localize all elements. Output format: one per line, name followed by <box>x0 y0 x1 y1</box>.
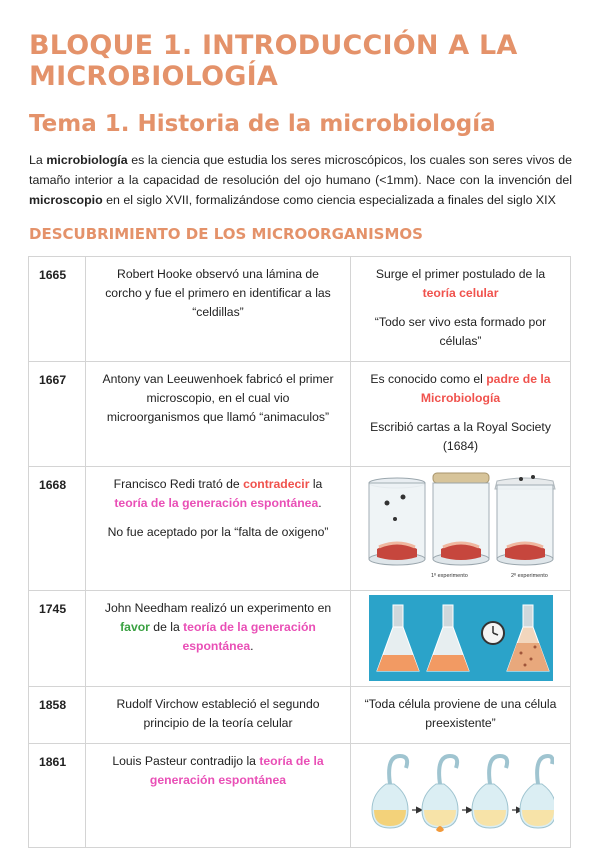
desc-part: John Needham realizó un experimento en <box>104 601 332 615</box>
highlight-padre: padre de la Microbiología <box>420 372 551 405</box>
section-heading: DESCUBRIMIENTO DE LOS MICROORGANISMOS <box>29 225 423 243</box>
highlight-generacion-espontanea: teoría de la generación espontánea <box>182 620 316 653</box>
year-cell: 1667 <box>29 362 86 467</box>
redi-jars-image <box>361 471 561 583</box>
note-text-part: Es conocido como el <box>370 372 487 386</box>
description-cell: Rudolf Virchow estableció el segundo principio de la teoría celular <box>86 687 351 744</box>
description-cell <box>86 744 351 848</box>
table-row <box>29 362 571 467</box>
desc-part: la <box>309 477 323 491</box>
table-row <box>29 467 571 591</box>
year-cell: 1858 <box>29 687 86 744</box>
note-cell: “Toda célula proviene de una célula preexistente” <box>351 687 571 744</box>
highlight-contradecir: contradecir <box>243 477 310 491</box>
description-text <box>100 599 336 656</box>
intro-text-2: es la ciencia que estudia los seres microscópicos, los cuales son seres vivos de tamaño interior a la capacidad de resolución del ojo humano (<1mm). Nace con la invención del <box>29 153 572 187</box>
highlight-generacion-espontanea: teoría de la generación espontánea <box>149 754 324 787</box>
swan-flask-1 <box>372 756 408 828</box>
intro-paragraph <box>29 150 572 210</box>
note-extra: Escribió cartas a la Royal Society (1684) <box>370 420 551 453</box>
term-microbiologia: microbiología <box>46 153 128 167</box>
experiment-label-2: 2º experimento <box>510 573 548 579</box>
needham-experiment-illustration <box>351 591 571 687</box>
swan-flask-3 <box>472 756 508 828</box>
note-text <box>363 265 558 303</box>
year-cell: 1665 <box>29 257 86 362</box>
clock-icon <box>482 622 504 644</box>
highlight-teoria-celular: teoría celular <box>422 286 499 300</box>
note-cell <box>351 362 571 467</box>
swan-flask-2 <box>422 756 458 832</box>
jar-corked <box>433 473 489 565</box>
topic-title: Tema 1. Historia de la microbiología <box>29 111 496 137</box>
pasteur-flasks-image <box>368 748 554 838</box>
note-text <box>363 370 558 408</box>
history-table <box>28 256 571 848</box>
jar-open <box>369 478 425 565</box>
table-row <box>29 687 571 744</box>
description-cell: Antony van Leeuwenhoek fabricó el primer microscopio, en el cual vio microorganismos que llamó “animaculos” <box>86 362 351 467</box>
experiment-label-1: 1º experimento <box>430 573 468 579</box>
desc-part: de la <box>149 620 184 634</box>
note-text-part: Surge el primer postulado de la <box>375 267 546 281</box>
description-cell <box>86 591 351 687</box>
description-cell <box>86 467 351 591</box>
description-cell: Robert Hooke observó una lámina de corcho y fue el primero en identificar a las “celdillas” <box>86 257 351 362</box>
description-text <box>100 752 336 790</box>
intro-text-1: La <box>29 153 47 167</box>
term-microscopio: microscopio <box>29 193 103 207</box>
intro-text-3: en el siglo XVII, formalizándose como ciencia especializada a finales del siglo XIX <box>102 193 556 207</box>
description-note: No fue aceptado por la “falta de oxigeno” <box>107 525 329 539</box>
jar-gauze <box>495 475 555 565</box>
year-cell: 1861 <box>29 744 86 848</box>
desc-part: . <box>318 496 322 510</box>
note-quote: “Todo ser vivo esta formado por células” <box>374 315 547 348</box>
block-title-line1: BLOQUE 1. INTRODUCCIÓN A LA <box>29 30 518 61</box>
pasteur-experiment-illustration <box>351 744 571 848</box>
year-cell: 1745 <box>29 591 86 687</box>
redi-experiment-illustration <box>351 467 571 591</box>
table-row <box>29 591 571 687</box>
desc-part: Louis Pasteur contradijo la <box>112 754 260 768</box>
block-title <box>29 30 569 92</box>
block-title-line2: MICROBIOLOGÍA <box>29 61 278 92</box>
table-row <box>29 744 571 848</box>
highlight-favor: favor <box>120 620 150 634</box>
table-row <box>29 257 571 362</box>
note-cell <box>351 257 571 362</box>
year-cell: 1668 <box>29 467 86 591</box>
swan-flask-4 <box>520 756 554 828</box>
highlight-generacion-espontanea: teoría de la generación espontánea <box>114 496 319 510</box>
needham-flasks-image <box>369 595 553 681</box>
desc-part: . <box>250 639 254 653</box>
description-text <box>100 475 336 513</box>
desc-part: Francisco Redi trató de <box>113 477 244 491</box>
